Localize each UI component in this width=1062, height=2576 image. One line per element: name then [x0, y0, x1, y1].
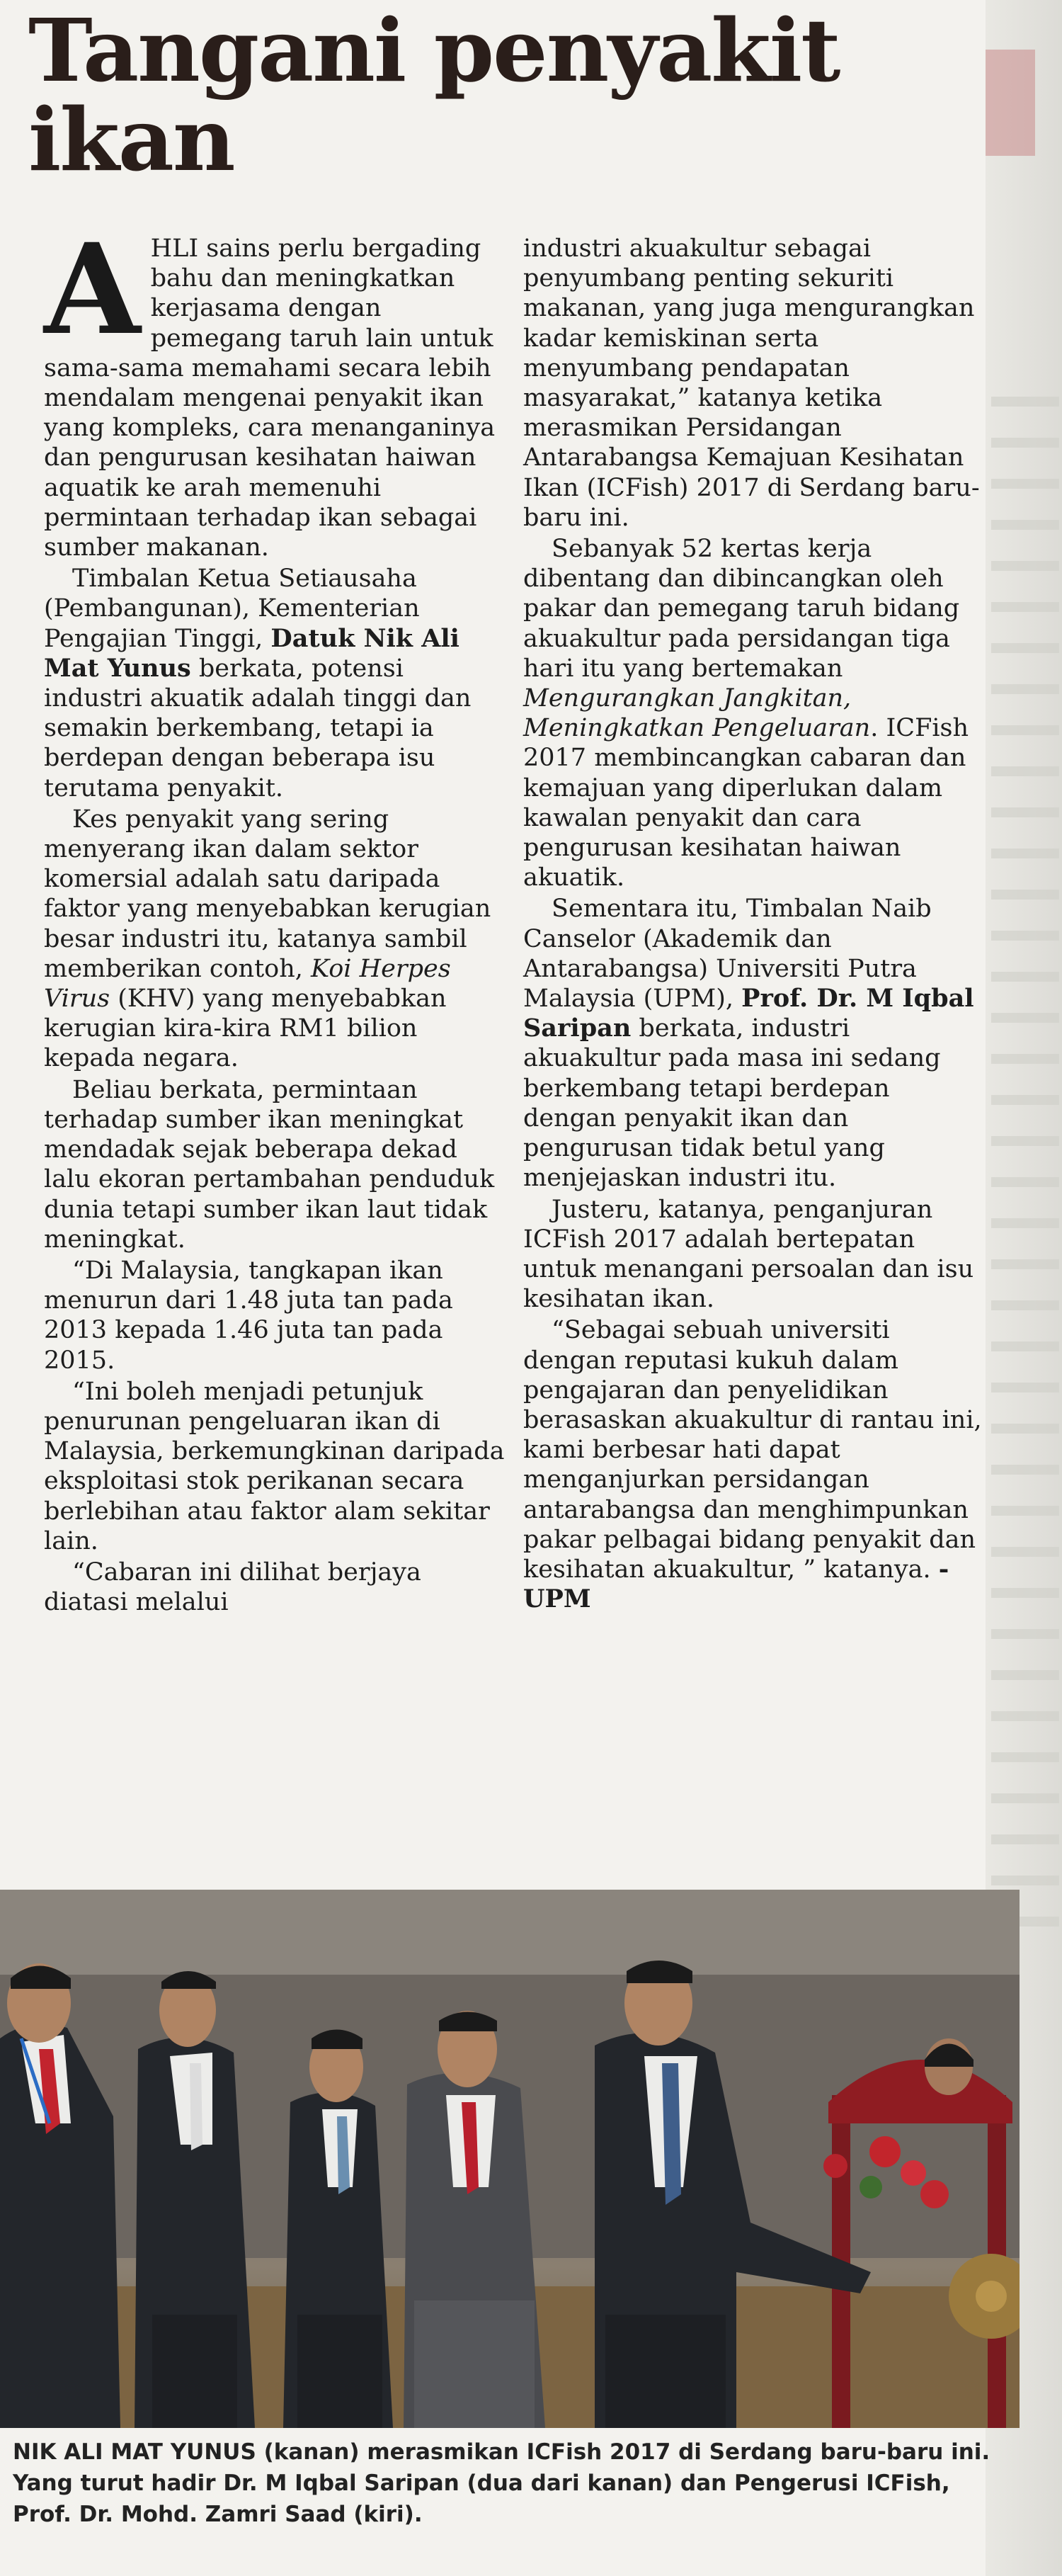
article-paragraph: [523, 1195, 984, 1315]
article-paragraph: [523, 234, 984, 533]
adjacent-red-block: [986, 50, 1035, 156]
bold-name: - UPM: [523, 1554, 949, 1614]
paragraph-text: “Cabaran ini dilihat berjaya diatasi melalui: [44, 1557, 421, 1617]
italic-term: Mengurangkan Jangkitan, Meningkatkan Pengeluaran: [523, 684, 871, 743]
article-paragraph: [44, 1075, 505, 1254]
article-column-left: [44, 216, 505, 1891]
paragraph-text: berkata, industri akuakultur pada masa ini sedang berkembang tetapi berdepan dengan penyakit ikan dan pengurusan tidak betul yang menjejaskan industri itu.: [523, 1014, 941, 1193]
article-paragraph: [44, 805, 505, 1074]
paragraph-text: “Ini boleh menjadi petunjuk penurunan pengeluaran ikan di Malaysia, berkemungkinan daripada eksploitasi stok perikanan secara berlebihan atau faktor alam sekitar lain.: [44, 1377, 505, 1555]
article-paragraph: [523, 1315, 984, 1614]
italic-term: Koi Herpes Virus: [44, 954, 451, 1014]
article-paragraph: [44, 564, 505, 803]
paragraph-text: Kes penyakit yang sering menyerang ikan dalam sektor komersial adalah satu daripada faktor yang menyebabkan kerugian besar industri itu, katanya sambil memberikan contoh,: [44, 805, 491, 983]
paragraph-text: “Di Malaysia, tangkapan ikan menurun dari 1.48 juta tan pada 2013 kepada 1.46 juta tan pada 2015.: [44, 1256, 453, 1375]
bold-name: Prof. Dr. M Iqbal Saripan: [523, 984, 974, 1043]
article-column-right: [523, 234, 984, 1891]
adjacent-text-lines: [991, 397, 1059, 1958]
article-paragraph: [523, 534, 984, 892]
ceremony-photo: [0, 1890, 1020, 2428]
article-paragraph: [44, 1557, 505, 1617]
paragraph-text: industri akuakultur sebagai penyumbang penting sekuriti makanan, yang juga mengurangkan kadar kemiskinan serta menyumbang pendapatan masyarakat,” katanya ketika merasmikan Persidangan Antarabangsa Kemajuan Kesihatan Ikan (ICFish) 2017 di Serdang baru-baru ini.: [523, 234, 980, 532]
caption-name: NIK ALI MAT YUNUS: [13, 2439, 256, 2465]
drop-cap: A: [44, 216, 141, 363]
paragraph-text: Timbalan Ketua Setiausaha (Pembangunan), Kementerian Pengajian Tinggi,: [44, 564, 420, 653]
photo-caption: [13, 2436, 1004, 2530]
article-paragraph: [44, 1377, 505, 1556]
paragraph-text: berkata, potensi industri akuatik adalah tinggi dan semakin berkembang, tetapi ia berdepan dengan beberapa isu terutama penyakit.: [44, 654, 472, 802]
ceremony-photo-illustration: [0, 1890, 1020, 2428]
paragraph-text: Sebanyak 52 kertas kerja dibentang dan dibincangkan oleh pakar dan pemegang taruh bidang akuakultur pada persidangan tiga hari itu yang bertemakan: [523, 535, 960, 683]
paragraph-text: (KHV) yang menyebabkan kerugian kira-kira RM1 bilion kepada negara.: [44, 985, 447, 1073]
article-paragraph: [44, 1256, 505, 1375]
article-headline: Tangani penyakit ikan: [28, 0, 840, 191]
paragraph-text: Justeru, katanya, penganjuran ICFish 2017 adalah bertepatan untuk menangani persoalan dan isu kesihatan ikan.: [523, 1195, 974, 1314]
bold-name: Datuk Nik Ali Mat Yunus: [44, 623, 459, 683]
paragraph-text: Beliau berkata, permintaan terhadap sumber ikan meningkat mendadak sejak beberapa dekad lalu ekoran pertambahan penduduk dunia tetapi sumber ikan laut tidak meningkat.: [44, 1075, 495, 1254]
paragraph-text: HLI sains perlu bergading bahu dan meningkatkan kerjasama dengan pemegang taruh lain untuk sama-sama memahami secara lebih mendalam mengenai penyakit ikan yang kompleks, cara menanganinya dan pengurusan kesihatan haiwan aquatik ke arah memenuhi permintaan terhadap ikan sebagai sumber makanan.: [44, 234, 496, 562]
paragraph-text: Sementara itu, Timbalan Naib Canselor (Akademik dan Antarabangsa) Universiti Putra Malaysia (UPM),: [523, 895, 932, 1014]
paragraph-text: “Sebagai sebuah universiti dengan reputasi kukuh dalam pengajaran dan penyelidikan berasaskan akuakultur di rantau ini, kami berbesar hati dapat menganjurkan persidangan antarabangsa dan menghimpunkan pakar pelbagai bidang penyakit dan kesihatan akuakultur, ” katanya.: [523, 1316, 982, 1584]
article-body: [44, 216, 984, 1891]
paragraph-text: . ICFish 2017 membincangkan cabaran dan kemajuan yang diperlukan dalam kawalan penyakit dan cara pengurusan kesihatan haiwan akuatik.: [523, 714, 969, 892]
caption-text: (kanan) merasmikan ICFish 2017 di Serdang baru-baru ini. Yang turut hadir Dr. M Iqbal Saripan (dua dari kanan) dan Pengerusi ICFish, Prof. Dr. Mohd. Zamri Saad (kiri).: [13, 2439, 990, 2527]
article-paragraph: [523, 894, 984, 1193]
